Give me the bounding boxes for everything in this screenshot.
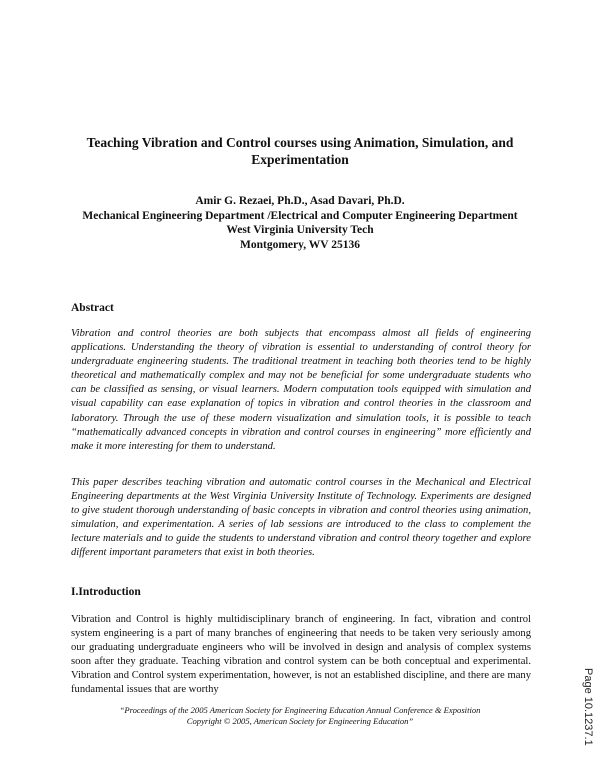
footer-copyright: Copyright © 2005, American Society for Engineering Education”: [186, 716, 414, 726]
page-number-stamp: Page 10.1237.1: [582, 668, 594, 746]
introduction-heading: I.Introduction: [71, 586, 141, 598]
abstract-paragraph-2: This paper describes teaching vibration and automatic control courses in the Mechanical and Electrical Engineering departments at the West Virginia University Institute of Technology. Experiments are designed to give student thorough understanding of basic concepts in vibration and control theories using animation, simulation, and experimentation. A series of lab sessions are introduced to the class to complement the lecture materials and to guide the students to understand vibration and control theory together and explore different important parameters that exist in both theories.: [71, 477, 531, 559]
author-block: [40, 194, 560, 252]
page-footer: [60, 705, 540, 727]
abstract-heading: Abstract: [71, 302, 114, 314]
author-location: Montgomery, WV 25136: [240, 238, 360, 251]
paper-title: Teaching Vibration and Control courses using Animation, Simulation, and Experimentation: [86, 135, 514, 167]
author-departments: Mechanical Engineering Department /Electrical and Computer Engineering Department: [82, 209, 518, 222]
introduction-paragraph: Vibration and Control is highly multidisciplinary branch of engineering. In fact, vibration and control system engineering is a part of many branches of engineering that needs to be taken very seriously among our graduating undergraduate engineers who will be involved in design and analysis of complex systems soon after they graduate. Teaching vibration and control system can be both conceptual and experimental. Vibration and Control system experimentation, however, is not an established discipline, and there are many fundamental issues that are worthy: [71, 614, 531, 696]
author-university: West Virginia University Tech: [226, 224, 374, 236]
footer-proceedings: “Proceedings of the 2005 American Society for Engineering Education Annual Conference & Exposition: [119, 705, 481, 715]
author-names: Amir G. Rezaei, Ph.D., Asad Davari, Ph.D.: [195, 195, 405, 207]
abstract-paragraph-1: Vibration and control theories are both subjects that encompass almost all fields of engineering applications. Understanding the theory of vibration is essential to understanding of control theory for undergraduate engineering students. The traditional treatment in teaching both theories tend to be highly theoretical and mathematically complex and may not be beneficial for some undergraduate students who can be classified as sensing, or visual learners. Modern computation tools equipped with simulation and visual capability can ease explanation of topics in vibration and control theories in the classroom and laboratory. Through the use of these modern visualization and simulation tools, it is possible to teach “mathematically advanced concepts in vibration and control courses in engineering” more efficiently and make it more interesting for them to understand.: [71, 328, 531, 452]
